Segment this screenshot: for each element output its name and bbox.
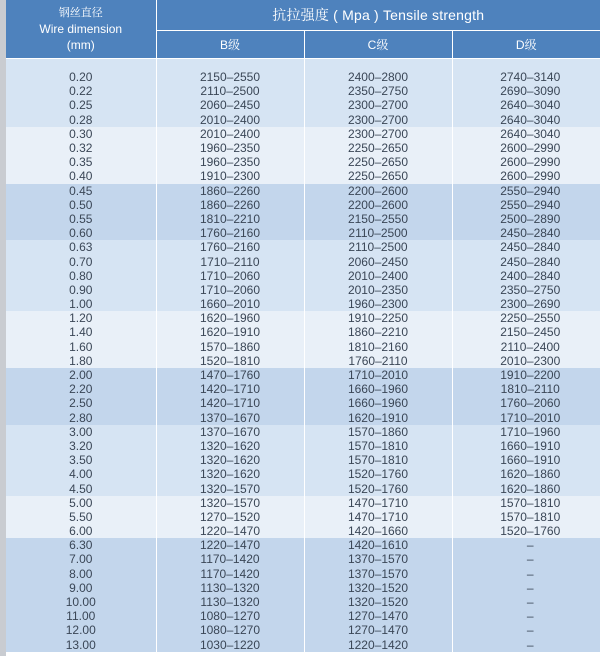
- grade-c-cell: 1520–1760: [304, 481, 452, 495]
- grade-d-cell: 2450–2840: [452, 226, 600, 240]
- table-row: [6, 297, 600, 311]
- grade-d-cell: 2640–3040: [452, 127, 600, 141]
- grade-c-cell: 2060–2450: [304, 254, 452, 268]
- table-row: [6, 510, 600, 524]
- grade-c-cell: 2110–2500: [304, 240, 452, 254]
- grade-d-cell: 2300–2690: [452, 297, 600, 311]
- wire-dimension-cell: 0.63: [6, 240, 156, 254]
- grade-b-cell: 1710–2110: [156, 254, 304, 268]
- header-spacer-row: [6, 59, 600, 71]
- grade-d-cell: 2550–2940: [452, 184, 600, 198]
- grade-b-cell: 2010–2400: [156, 113, 304, 127]
- grade-c-cell: 1570–1860: [304, 425, 452, 439]
- grade-d-cell: –: [452, 552, 600, 566]
- table-row: [6, 638, 600, 652]
- wire-dimension-cell: 0.90: [6, 283, 156, 297]
- table-row: [6, 311, 600, 325]
- grade-b-cell: 2010–2400: [156, 127, 304, 141]
- grade-d-cell: –: [452, 609, 600, 623]
- grade-d-cell: –: [452, 581, 600, 595]
- wire-dimension-cell: 3.00: [6, 425, 156, 439]
- grade-d-cell: –: [452, 538, 600, 552]
- table-row: [6, 354, 600, 368]
- wire-dimension-cell: 3.50: [6, 453, 156, 467]
- grade-b-cell: 1570–1860: [156, 340, 304, 354]
- table-row: [6, 496, 600, 510]
- grade-d-cell: 2010–2300: [452, 354, 600, 368]
- table-row: [6, 113, 600, 127]
- tensile-strength-table: [6, 0, 600, 652]
- grade-b-cell: 1620–1960: [156, 311, 304, 325]
- wire-dimension-cell: 2.20: [6, 382, 156, 396]
- wire-title-en: Wire dimension: [39, 22, 123, 36]
- grade-c-cell: 1620–1910: [304, 411, 452, 425]
- spec-sheet: [6, 0, 600, 656]
- grade-c-cell: 1660–1960: [304, 396, 452, 410]
- grade-d-cell: 2640–3040: [452, 113, 600, 127]
- wire-dimension-cell: 0.22: [6, 84, 156, 98]
- wire-dimension-cell: 1.20: [6, 311, 156, 325]
- grade-b-cell: 1320–1570: [156, 481, 304, 495]
- table-row: [6, 212, 600, 226]
- wire-dimension-cell: 7.00: [6, 552, 156, 566]
- wire-dimension-cell: 0.28: [6, 113, 156, 127]
- table-row: [6, 98, 600, 112]
- grade-b-header: B级: [156, 31, 304, 59]
- grade-b-cell: 1960–2350: [156, 155, 304, 169]
- grade-c-cell: 2250–2650: [304, 141, 452, 155]
- wire-dimension-cell: 8.00: [6, 567, 156, 581]
- grade-d-cell: 2350–2750: [452, 283, 600, 297]
- grade-c-cell: 2010–2400: [304, 269, 452, 283]
- grade-b-cell: 1860–2260: [156, 184, 304, 198]
- grade-d-cell: –: [452, 623, 600, 637]
- grade-b-cell: 1320–1570: [156, 496, 304, 510]
- wire-dimension-cell: 1.00: [6, 297, 156, 311]
- wire-dimension-cell: 3.20: [6, 439, 156, 453]
- grade-c-cell: 1570–1810: [304, 453, 452, 467]
- grade-c-cell: 1420–1660: [304, 524, 452, 538]
- wire-title-cn: 钢丝直径: [58, 7, 103, 19]
- grade-c-cell: 2300–2700: [304, 127, 452, 141]
- table-row: [6, 70, 600, 84]
- grade-b-cell: 1270–1520: [156, 510, 304, 524]
- grade-b-cell: 2110–2500: [156, 84, 304, 98]
- grade-b-cell: 1860–2260: [156, 198, 304, 212]
- wire-dimension-cell: 0.80: [6, 269, 156, 283]
- grade-d-cell: 2250–2550: [452, 311, 600, 325]
- table-row: [6, 240, 600, 254]
- grade-b-cell: 1170–1420: [156, 567, 304, 581]
- grade-d-cell: 2550–2940: [452, 198, 600, 212]
- wire-dimension-cell: 1.80: [6, 354, 156, 368]
- wire-dimension-cell: 12.00: [6, 623, 156, 637]
- grade-c-cell: 1760–2110: [304, 354, 452, 368]
- grade-b-cell: 2150–2550: [156, 70, 304, 84]
- table-row: [6, 396, 600, 410]
- table-row: [6, 425, 600, 439]
- wire-dimension-cell: 0.35: [6, 155, 156, 169]
- table-row: [6, 155, 600, 169]
- grade-b-cell: 1420–1710: [156, 396, 304, 410]
- grade-c-cell: 2110–2500: [304, 226, 452, 240]
- grade-d-cell: 2150–2450: [452, 325, 600, 339]
- grade-d-cell: 1570–1810: [452, 510, 600, 524]
- table-row: [6, 481, 600, 495]
- grade-b-cell: 1220–1470: [156, 538, 304, 552]
- table-row: [6, 382, 600, 396]
- wire-dimension-cell: 5.00: [6, 496, 156, 510]
- grade-d-cell: 1570–1810: [452, 496, 600, 510]
- grade-c-cell: 1570–1810: [304, 439, 452, 453]
- grade-b-cell: 1320–1620: [156, 467, 304, 481]
- grade-d-cell: 2690–3090: [452, 84, 600, 98]
- grade-b-cell: 1470–1760: [156, 368, 304, 382]
- grade-d-cell: 2600–2990: [452, 169, 600, 183]
- grade-b-cell: 1810–2210: [156, 212, 304, 226]
- grade-d-cell: 1620–1860: [452, 467, 600, 481]
- wire-dimension-cell: 1.60: [6, 340, 156, 354]
- grade-c-cell: 1470–1710: [304, 496, 452, 510]
- table-row: [6, 368, 600, 382]
- wire-dimension-cell: 0.32: [6, 141, 156, 155]
- grade-b-cell: 1320–1620: [156, 439, 304, 453]
- grade-c-cell: 1470–1710: [304, 510, 452, 524]
- table-row: [6, 184, 600, 198]
- grade-c-cell: 1220–1420: [304, 638, 452, 652]
- wire-dimension-header: [6, 0, 156, 59]
- grade-c-cell: 2250–2650: [304, 155, 452, 169]
- grade-d-cell: 1660–1910: [452, 439, 600, 453]
- grade-d-cell: 2600–2990: [452, 155, 600, 169]
- grade-b-cell: 2060–2450: [156, 98, 304, 112]
- tensile-strength-header: 抗拉强度 ( Mpa ) Tensile strength: [156, 0, 600, 31]
- wire-dimension-cell: 2.80: [6, 411, 156, 425]
- wire-dimension-cell: 2.50: [6, 396, 156, 410]
- grade-c-cell: 1520–1760: [304, 467, 452, 481]
- grade-c-cell: 2400–2800: [304, 70, 452, 84]
- wire-dimension-cell: 5.50: [6, 510, 156, 524]
- wire-dimension-cell: 0.30: [6, 127, 156, 141]
- grade-c-cell: 1420–1610: [304, 538, 452, 552]
- grade-d-cell: –: [452, 638, 600, 652]
- wire-dimension-cell: 6.00: [6, 524, 156, 538]
- wire-dimension-cell: 1.40: [6, 325, 156, 339]
- grade-c-cell: 2200–2600: [304, 184, 452, 198]
- grade-b-cell: 1220–1470: [156, 524, 304, 538]
- table-row: [6, 595, 600, 609]
- table-row: [6, 325, 600, 339]
- grade-c-cell: 1370–1570: [304, 552, 452, 566]
- table-row: [6, 581, 600, 595]
- table-row: [6, 453, 600, 467]
- table-row: [6, 552, 600, 566]
- table-row: [6, 609, 600, 623]
- wire-dimension-cell: 6.30: [6, 538, 156, 552]
- grade-d-cell: 2400–2840: [452, 269, 600, 283]
- wire-dimension-cell: 4.50: [6, 481, 156, 495]
- grade-b-cell: 1080–1270: [156, 623, 304, 637]
- grade-d-cell: 1710–1960: [452, 425, 600, 439]
- grade-d-cell: –: [452, 595, 600, 609]
- grade-c-cell: 1860–2210: [304, 325, 452, 339]
- table-row: [6, 567, 600, 581]
- wire-dimension-cell: 0.25: [6, 98, 156, 112]
- grade-d-cell: 2740–3140: [452, 70, 600, 84]
- grade-b-cell: 1370–1670: [156, 425, 304, 439]
- wire-dimension-cell: 11.00: [6, 609, 156, 623]
- grade-d-cell: 2450–2840: [452, 240, 600, 254]
- table-row: [6, 254, 600, 268]
- table-row: [6, 524, 600, 538]
- wire-dimension-cell: 10.00: [6, 595, 156, 609]
- table-row: [6, 411, 600, 425]
- grade-d-cell: 1910–2200: [452, 368, 600, 382]
- grade-d-cell: 1810–2110: [452, 382, 600, 396]
- grade-c-cell: 1710–2010: [304, 368, 452, 382]
- table-row: [6, 283, 600, 297]
- grade-c-cell: 1910–2250: [304, 311, 452, 325]
- table-row: [6, 84, 600, 98]
- grade-b-cell: 1420–1710: [156, 382, 304, 396]
- table-row: [6, 127, 600, 141]
- grade-b-cell: 1130–1320: [156, 581, 304, 595]
- wire-dimension-cell: 0.20: [6, 70, 156, 84]
- grade-d-cell: 1520–1760: [452, 524, 600, 538]
- grade-d-cell: –: [452, 567, 600, 581]
- grade-c-cell: 1660–1960: [304, 382, 452, 396]
- grade-b-cell: 1660–2010: [156, 297, 304, 311]
- grade-d-cell: 1620–1860: [452, 481, 600, 495]
- grade-c-header: C级: [304, 31, 452, 59]
- wire-dimension-cell: 2.00: [6, 368, 156, 382]
- grade-b-cell: 1960–2350: [156, 141, 304, 155]
- grade-b-cell: 1760–2160: [156, 226, 304, 240]
- table-row: [6, 623, 600, 637]
- wire-dimension-cell: 0.40: [6, 169, 156, 183]
- table-row: [6, 198, 600, 212]
- wire-dimension-cell: 4.00: [6, 467, 156, 481]
- grade-c-cell: 1320–1520: [304, 595, 452, 609]
- table-row: [6, 340, 600, 354]
- grade-b-cell: 1030–1220: [156, 638, 304, 652]
- table-row: [6, 467, 600, 481]
- table-row: [6, 269, 600, 283]
- grade-c-cell: 2200–2600: [304, 198, 452, 212]
- grade-b-cell: 1370–1670: [156, 411, 304, 425]
- grade-b-cell: 1170–1420: [156, 552, 304, 566]
- table-row: [6, 226, 600, 240]
- table-body: [6, 59, 600, 652]
- grade-b-cell: 1520–1810: [156, 354, 304, 368]
- wire-dimension-cell: 9.00: [6, 581, 156, 595]
- wire-dimension-cell: 0.55: [6, 212, 156, 226]
- table-row: [6, 169, 600, 183]
- grade-c-cell: 2350–2750: [304, 84, 452, 98]
- grade-c-cell: 1810–2160: [304, 340, 452, 354]
- grade-d-cell: 2500–2890: [452, 212, 600, 226]
- grade-b-cell: 1620–1910: [156, 325, 304, 339]
- grade-c-cell: 1370–1570: [304, 567, 452, 581]
- grade-c-cell: 2300–2700: [304, 113, 452, 127]
- grade-c-cell: 2150–2550: [304, 212, 452, 226]
- grade-b-cell: 1910–2300: [156, 169, 304, 183]
- grade-b-cell: 1710–2060: [156, 269, 304, 283]
- grade-b-cell: 1710–2060: [156, 283, 304, 297]
- table-row: [6, 538, 600, 552]
- wire-dimension-cell: 0.60: [6, 226, 156, 240]
- grade-c-cell: 2250–2650: [304, 169, 452, 183]
- grade-d-cell: 2110–2400: [452, 340, 600, 354]
- grade-d-header: D级: [452, 31, 600, 59]
- wire-dimension-cell: 13.00: [6, 638, 156, 652]
- wire-dimension-cell: 0.45: [6, 184, 156, 198]
- wire-dimension-cell: 0.50: [6, 198, 156, 212]
- grade-d-cell: 1710–2010: [452, 411, 600, 425]
- wire-unit: (mm): [66, 38, 95, 52]
- grade-b-cell: 1760–2160: [156, 240, 304, 254]
- grade-c-cell: 2300–2700: [304, 98, 452, 112]
- grade-d-cell: 1760–2060: [452, 396, 600, 410]
- grade-b-cell: 1130–1320: [156, 595, 304, 609]
- grade-c-cell: 1270–1470: [304, 609, 452, 623]
- table-row: [6, 439, 600, 453]
- grade-c-cell: 1320–1520: [304, 581, 452, 595]
- grade-d-cell: 2600–2990: [452, 141, 600, 155]
- table-row: [6, 141, 600, 155]
- grade-d-cell: 1660–1910: [452, 453, 600, 467]
- wire-dimension-cell: 0.70: [6, 254, 156, 268]
- grade-d-cell: 2450–2840: [452, 254, 600, 268]
- grade-b-cell: 1320–1620: [156, 453, 304, 467]
- grade-c-cell: 2010–2350: [304, 283, 452, 297]
- grade-d-cell: 2640–3040: [452, 98, 600, 112]
- grade-c-cell: 1960–2300: [304, 297, 452, 311]
- grade-c-cell: 1270–1470: [304, 623, 452, 637]
- grade-b-cell: 1080–1270: [156, 609, 304, 623]
